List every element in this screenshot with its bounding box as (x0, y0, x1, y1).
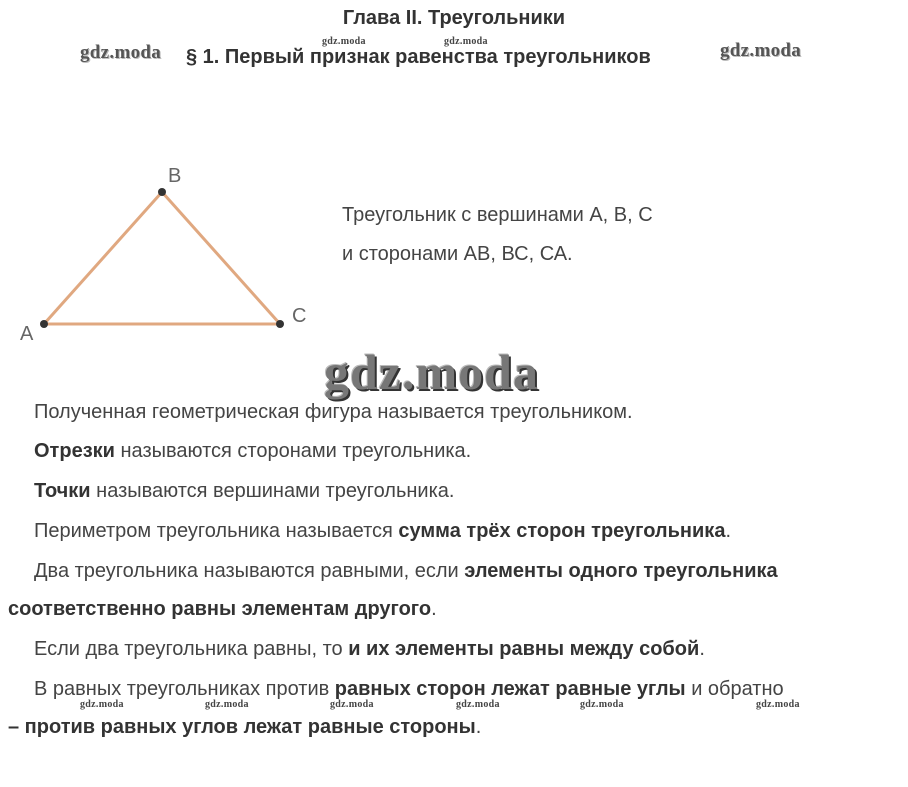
watermark: gdz.moda (456, 699, 500, 710)
term-equal-elements: и их элементы равны между собой (348, 638, 700, 660)
term-angles-sides: – против равных углов лежат равные стороны (8, 716, 476, 738)
paragraph-text: Периметром треугольника называется (34, 520, 399, 542)
triangle-description-line2: и сторонами АВ, ВС, СА. (342, 243, 573, 265)
paragraph-segments (34, 440, 471, 463)
paragraph-text: называются сторонами треугольника. (114, 440, 472, 462)
paragraph-equal-triangles (34, 560, 778, 583)
watermark: gdz.moda (580, 699, 624, 710)
side-ab (44, 192, 162, 324)
paragraph-text: . (431, 598, 437, 620)
watermark: gdz.moda (444, 36, 488, 47)
paragraph-text: . (725, 520, 731, 542)
watermark: gdz.moda (322, 36, 366, 47)
paragraph-definition (34, 401, 633, 424)
paragraph-equal-triangles-cont (8, 598, 437, 621)
vertex-b-point (158, 188, 166, 196)
paragraph-perimeter (34, 520, 731, 543)
section-title: § 1. Первый признак равенства треугольников (186, 46, 651, 68)
watermark: gdz.moda (205, 699, 249, 710)
paragraph-text: Если два треугольника равны, то (34, 638, 349, 660)
side-bc (162, 192, 280, 324)
term-correspondence: соответственно равны элементам другого (8, 598, 432, 620)
paragraph-text: . (475, 716, 482, 738)
vertex-c-point (276, 320, 284, 328)
watermark: gdz.moda (80, 699, 124, 710)
vertex-a-point (40, 320, 48, 328)
vertex-c-label: C (292, 305, 307, 327)
term-points: Точки (34, 480, 91, 502)
paragraph-sides-angles (34, 678, 784, 701)
watermark: gdz.moda (720, 40, 802, 61)
paragraph-text: . (699, 638, 705, 660)
term-segments: Отрезки (34, 440, 115, 462)
watermark-large: gdz.moda (324, 344, 539, 400)
watermark: gdz.moda (330, 699, 374, 710)
term-sides-angles: равных сторон лежат равные углы (334, 678, 686, 700)
paragraph-text: Полученная геометрическая фигура называется треугольником. (34, 401, 633, 423)
term-elements: элементы одного треугольника (464, 560, 778, 582)
vertex-a-label: A (20, 323, 34, 345)
triangle-description-line1: Треугольник с вершинами А, В, С (342, 204, 653, 226)
paragraph-text: В равных треугольниках против (34, 678, 335, 700)
triangle-figure (10, 160, 330, 350)
vertex-b-label: B (168, 165, 182, 187)
term-perimeter: сумма трёх сторон треугольника (398, 520, 726, 542)
watermark: gdz.moda (756, 699, 800, 710)
paragraph-text: Два треугольника называются равными, если (34, 560, 465, 582)
paragraph-points (34, 480, 454, 503)
paragraph-sides-angles-cont (8, 716, 481, 739)
paragraph-text: называются вершинами треугольника. (90, 480, 455, 502)
chapter-title: Глава II. Треугольники (342, 7, 566, 29)
paragraph-text: и обратно (685, 678, 784, 700)
paragraph-equal-elements (34, 638, 705, 661)
watermark: gdz.moda (80, 42, 162, 63)
